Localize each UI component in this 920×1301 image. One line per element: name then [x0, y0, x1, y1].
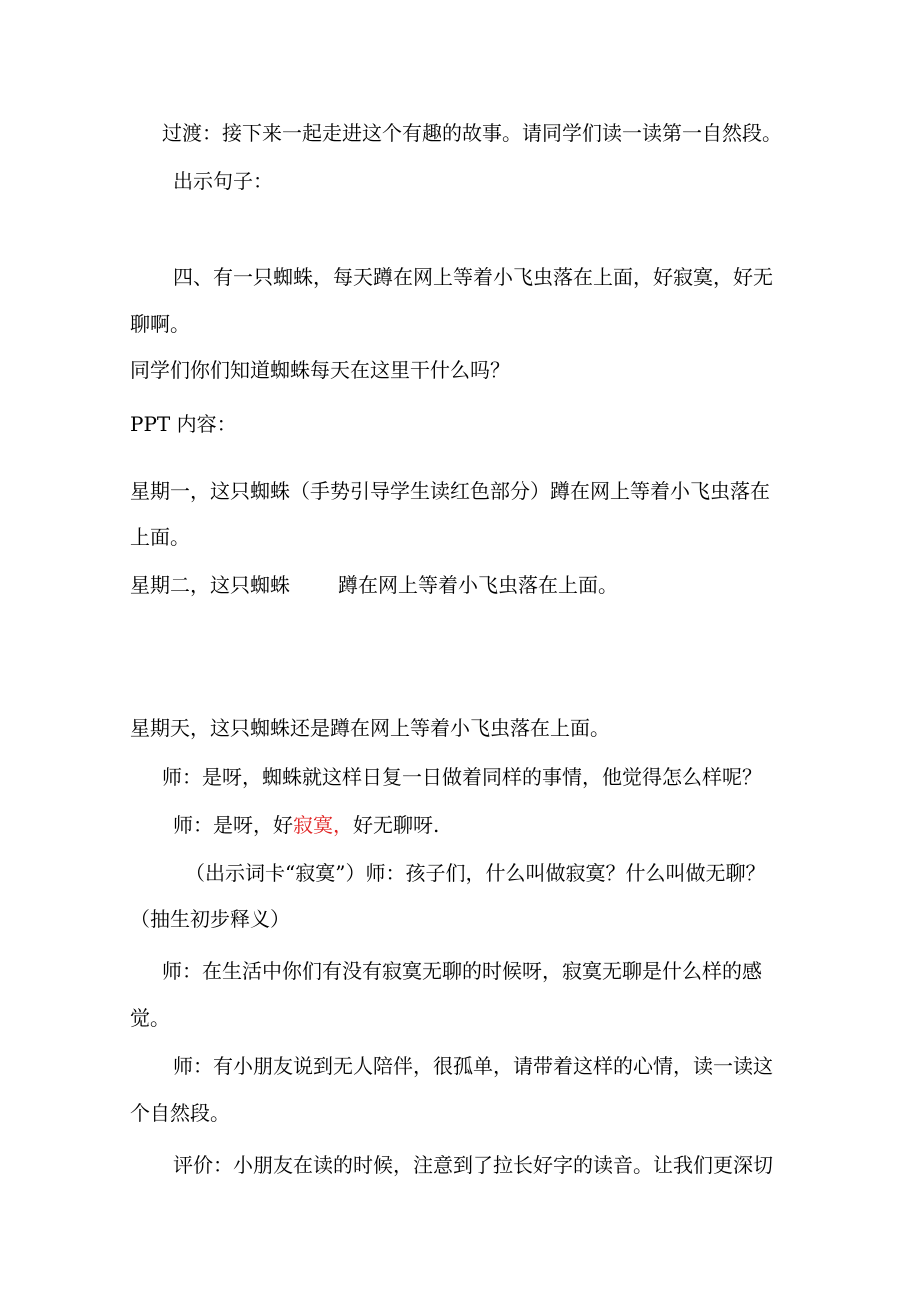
evaluation-line: 评价：小朋友在读的时候，注意到了拉长好字的读音。让我们更深切 — [173, 1153, 773, 1177]
teacher-question-2-line-1: 师：在生活中你们有没有寂寞无聊的时候呀，寂寞无聊是什么样的感 — [162, 959, 762, 983]
show-sentence-label: 出示句子： — [173, 169, 273, 193]
story-sentence-line-2: 聊啊。 — [130, 312, 190, 336]
teacher-answer-1-start: 师：是呀，好 — [173, 813, 293, 837]
sunday-line: 星期天，这只蜘蛛还是蹲在网上等着小飞虫落在上面。 — [130, 716, 610, 740]
tuesday-line-start: 星期二，这只蜘蛛 — [130, 573, 290, 597]
teacher-answer-1-end: 好无聊呀. — [353, 813, 440, 837]
highlight-word-lonely: 寂寞， — [293, 813, 353, 837]
ppt-content-label: PPT 内容： — [130, 412, 237, 436]
teacher-instruction-line-2: 个自然段。 — [130, 1101, 230, 1125]
monday-line-1: 星期一，这只蜘蛛（手势引导学生读红色部分）蹲在网上等着小飞虫落在 — [130, 479, 770, 503]
teacher-instruction-line-1: 师：有小朋友说到无人陪伴，很孤单，请带着这样的心情，读一读这 — [173, 1054, 773, 1078]
word-card-line-1: （出示词卡“寂寞”）师：孩子们，什么叫做寂寞？什么叫做无聊？ — [185, 861, 766, 885]
teacher-question-2-line-2: 觉。 — [130, 1006, 170, 1030]
monday-line-2: 上面。 — [130, 525, 190, 549]
word-card-line-2: （抽生初步释义） — [130, 907, 290, 931]
teacher-answer-1 — [173, 812, 439, 838]
tuesday-line-end: 蹲在网上等着小飞虫落在上面。 — [338, 573, 618, 597]
teacher-question-1: 师：是呀，蜘蛛就这样日复一日做着同样的事情，他觉得怎么样呢？ — [162, 765, 762, 789]
transition-paragraph: 过渡：接下来一起走进这个有趣的故事。请同学们读一读第一自然段。 — [162, 121, 782, 145]
story-sentence-line-1: 四、有一只蜘蛛，每天蹲在网上等着小飞虫落在上面，好寂寞，好无 — [173, 265, 773, 289]
question-paragraph: 同学们你们知道蜘蛛每天在这里干什么吗？ — [130, 358, 510, 382]
